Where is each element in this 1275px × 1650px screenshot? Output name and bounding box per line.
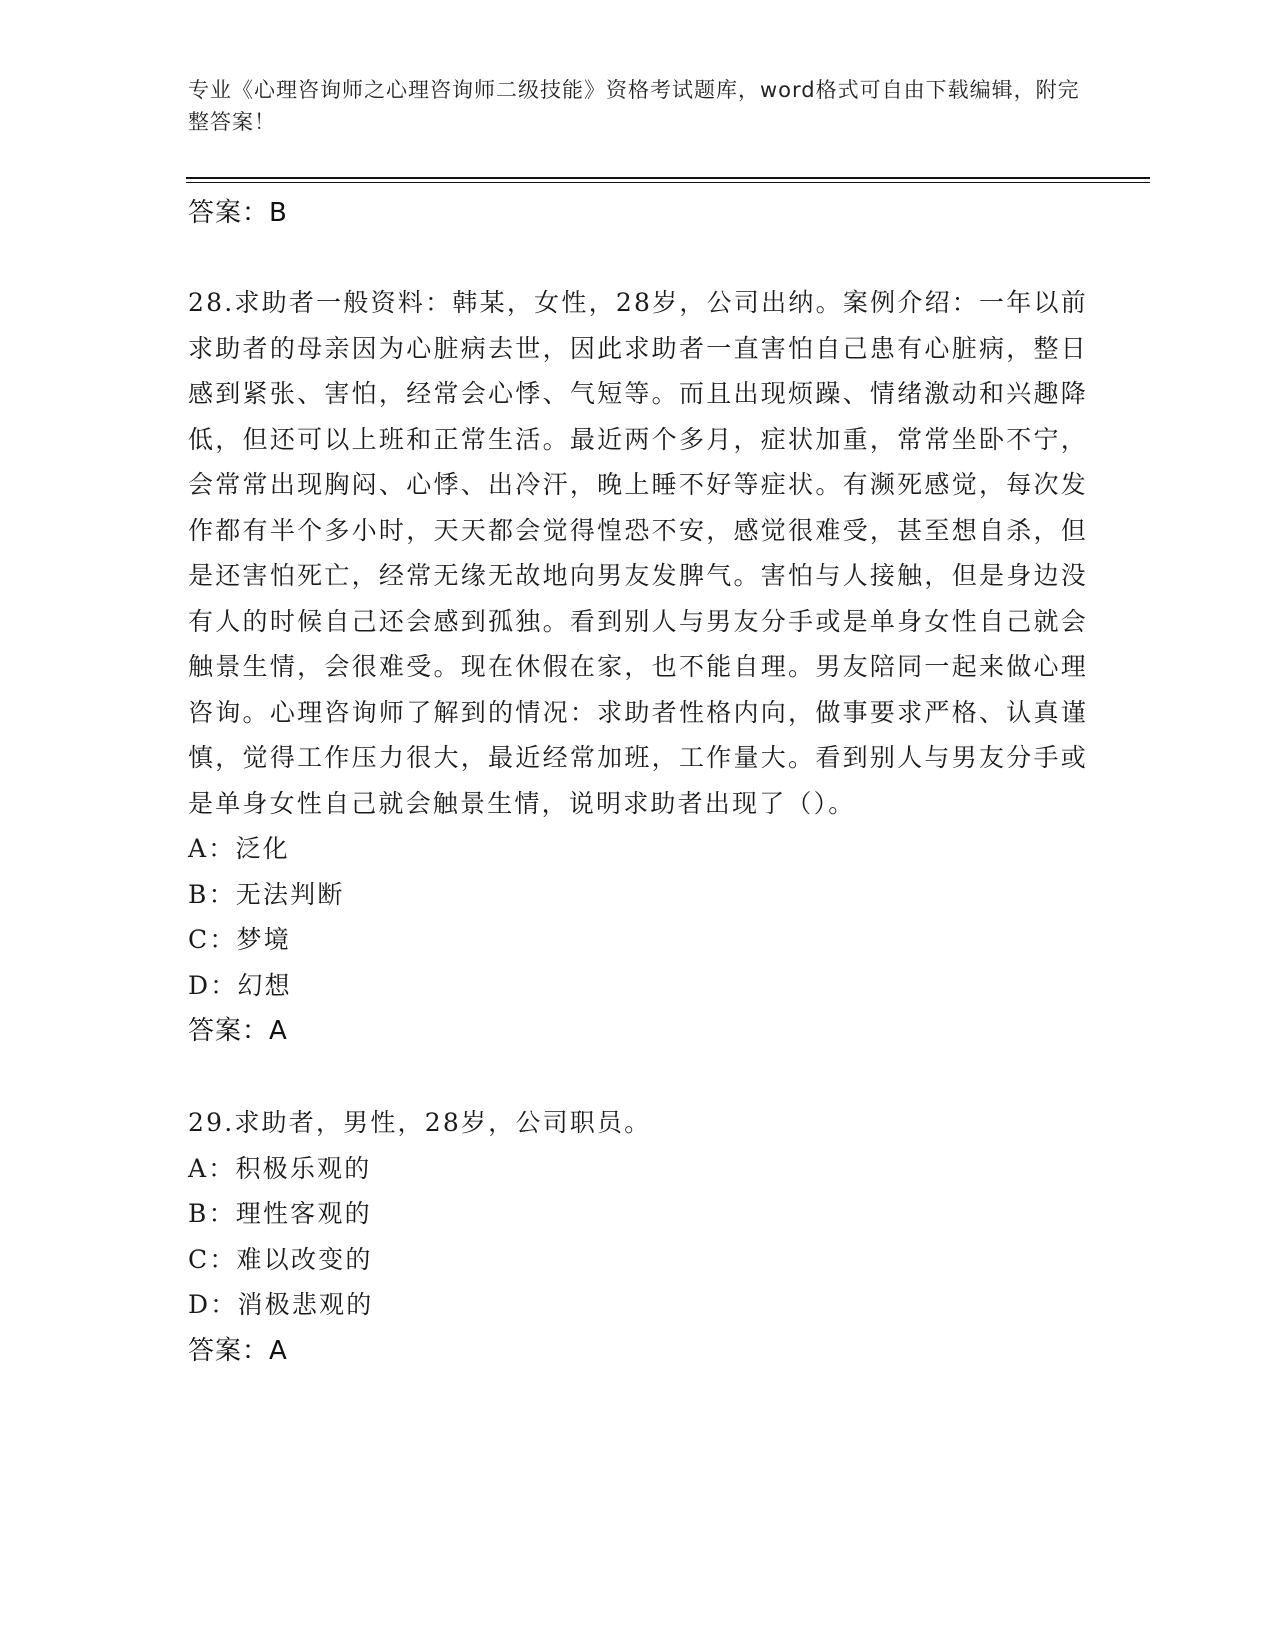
document-body [188, 190, 1088, 1374]
question-28-option-c: C：梦境 [188, 925, 291, 954]
question-29-answer: 答案：A [188, 1335, 288, 1366]
question-29-option-c: C：难以改变的 [188, 1244, 373, 1274]
header-divider-thin [186, 182, 1150, 183]
question-28 [188, 280, 1088, 1054]
question-28-text: 28.求助者一般资料：韩某，女性，28岁，公司出纳。案例介绍：一年以前求助者的母亲因为心脏病去世，因此求助者一直害怕自己患有心脏病，整日感到紧张、害怕，经常会心悸、气短等。而且出现烦躁、情绪激动和兴趣降低，但还可以上班和正常生活。最近两个多月，症状加重，常常坐卧不宁，会常常出现胸闷、心悸、出冷汗，晚上睡不好等症状。有濒死感觉，每次发作都有半个多小时，天天都会觉得惶恐不安，感觉很难受，甚至想自杀，但是还害怕死亡，经常无缘无故地向男友发脾气。害怕与人接触，但是身边没有人的时候自己还会感到孤独。看到别人与男友分手或是单身女性自己就会触景生情，会很难受。现在休假在家，也不能自理。男友陪同一起来做心理咨询。心理咨询师了解到的情况：求助者性格内向，做事要求严格、认真谨慎，觉得工作压力很大，最近经常加班，工作量大。看到别人与男友分手或是单身女性自己就会触景生情，说明求助者出现了（）。 [188, 288, 1088, 818]
question-28-option-d: D：幻想 [188, 970, 292, 1000]
question-29-text: 29.求助者，男性，28岁，公司职员。 [188, 1108, 652, 1137]
header-divider-thick [186, 177, 1150, 179]
document-header: 专业《心理咨询师之心理咨询师二级技能》资格考试题库，word格式可自由下载编辑，附完整答案！ [188, 78, 1080, 134]
question-28-answer: 答案：A [188, 1016, 288, 1046]
question-29-option-d: D：消极悲观的 [188, 1290, 374, 1319]
question-29 [188, 1100, 1088, 1374]
question-28-option-b: B：无法判断 [188, 879, 345, 909]
question-29-option-b: B：理性客观的 [188, 1199, 372, 1228]
question-29-option-a: A：积极乐观的 [188, 1153, 372, 1183]
question-28-option-a: A：泛化 [188, 834, 290, 863]
previous-answer: 答案：B [188, 198, 288, 228]
